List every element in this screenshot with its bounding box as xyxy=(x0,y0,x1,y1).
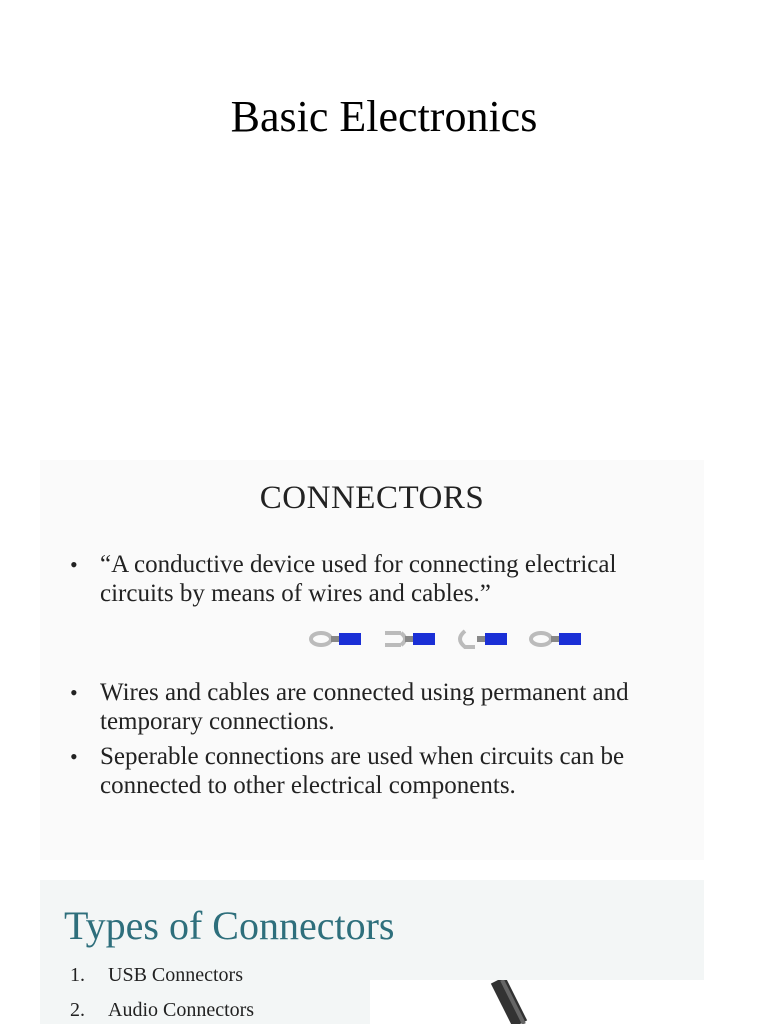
cable-photo xyxy=(370,980,704,1024)
list-number: 1. xyxy=(70,964,85,986)
fork-terminal-icon xyxy=(385,633,435,645)
bullet-item xyxy=(70,678,670,736)
bullet-text: Seperable connections are used when circuits can be connected to other electrical components. xyxy=(100,743,625,799)
ring-terminal-icon xyxy=(531,633,581,645)
list-label: USB Connectors xyxy=(108,964,243,986)
page-title: Basic Electronics xyxy=(230,92,538,142)
bullet-item xyxy=(70,742,670,800)
bullet-item xyxy=(70,550,650,608)
slide-heading: Types of Connectors xyxy=(64,903,395,948)
connectors-slide xyxy=(40,460,704,860)
types-of-connectors-slide xyxy=(40,880,704,1024)
hook-terminal-icon xyxy=(460,631,507,647)
list-item xyxy=(70,964,243,987)
bullet-text: Wires and cables are connected using permanent and temporary connections. xyxy=(100,679,629,735)
cable-icon xyxy=(370,980,704,1024)
bullet-text: “A conductive device used for connecting electrical circuits by means of wires and cables.” xyxy=(100,551,617,607)
list-number: 2. xyxy=(70,999,85,1021)
bullet-icon: • xyxy=(70,680,78,705)
slide-heading: CONNECTORS xyxy=(259,480,485,516)
bullet-icon: • xyxy=(70,552,78,577)
connector-terminals-image xyxy=(305,626,605,652)
list-label: Audio Connectors xyxy=(108,999,255,1021)
list-item xyxy=(70,999,254,1022)
bullet-icon: • xyxy=(70,744,78,769)
ring-terminal-icon xyxy=(311,633,361,645)
